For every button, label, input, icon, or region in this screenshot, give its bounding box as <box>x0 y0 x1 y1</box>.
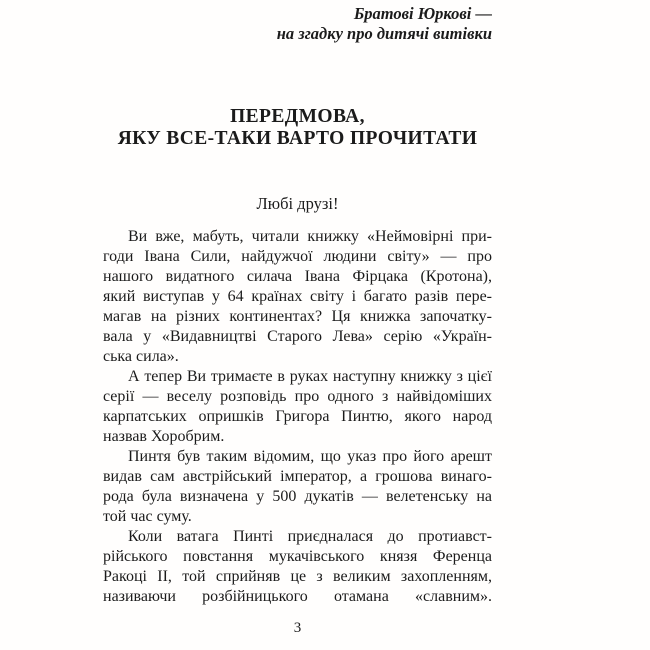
text-line: ПЕРЕДМОВА, <box>230 106 365 127</box>
body-text <box>103 227 492 607</box>
paragraph-1 <box>103 227 492 367</box>
text-line: ська сила». <box>103 348 179 365</box>
text-line: на згадку про дитячі витівки <box>276 23 492 43</box>
text-line: Коли ватага Пинті приєдналася до протиавст- <box>128 528 492 545</box>
text-line: А тепер Ви тримаєте в руках наступну книжку з цієї <box>128 368 492 385</box>
text-line: рійського повстання мукачівського князя Ференца <box>103 548 492 565</box>
text-line: який виступав у 64 країнах світу і багато разів пере- <box>103 288 492 305</box>
chapter-title <box>103 106 492 150</box>
text-line: серії — веселу розповідь про одного з найвідоміших <box>103 388 492 405</box>
text-line: вала у «Видавництві Старого Лева» серію «Україн- <box>103 328 492 345</box>
text-line: видав сам австрійський імператор, а грошова винаго- <box>103 468 492 485</box>
text-line: Братові Юркові — <box>353 4 492 23</box>
text-line: Ракоці II, той сприйняв це з великим захопленням, <box>103 568 492 585</box>
text-line: Пинтя був таким відомим, що указ про його арешт <box>128 448 492 465</box>
salutation: Любі друзі! <box>256 194 339 213</box>
page-number: 3 <box>293 620 302 636</box>
text-line: магав на різних континентах? Ця книжка започатку- <box>103 308 492 325</box>
dedication <box>103 4 492 43</box>
text-line: Ви вже, мабуть, читали книжку «Неймовірні при- <box>128 228 492 245</box>
text-line: назвав Хоробрим. <box>103 428 225 445</box>
paragraph-3 <box>103 447 492 527</box>
text-line: карпатських опришків Григора Пинтю, якого народ <box>103 408 492 425</box>
text-line: ЯКУ ВСЕ-ТАКИ ВАРТО ПРОЧИТАТИ <box>117 128 478 149</box>
paragraph-2 <box>103 367 492 447</box>
paragraph-4 <box>103 527 492 607</box>
text-line: той час суму. <box>103 508 192 525</box>
text-line: нашого видатного силача Івана Фірцака (Кротона), <box>103 268 492 285</box>
text-line: годи Івана Сили, найдужчої людини світу» — про <box>103 248 492 265</box>
text-line: називаючи розбійницького отамана «славним». <box>103 588 492 605</box>
text-line: рода була визначена у 500 дукатів — велетенську на <box>103 488 492 505</box>
